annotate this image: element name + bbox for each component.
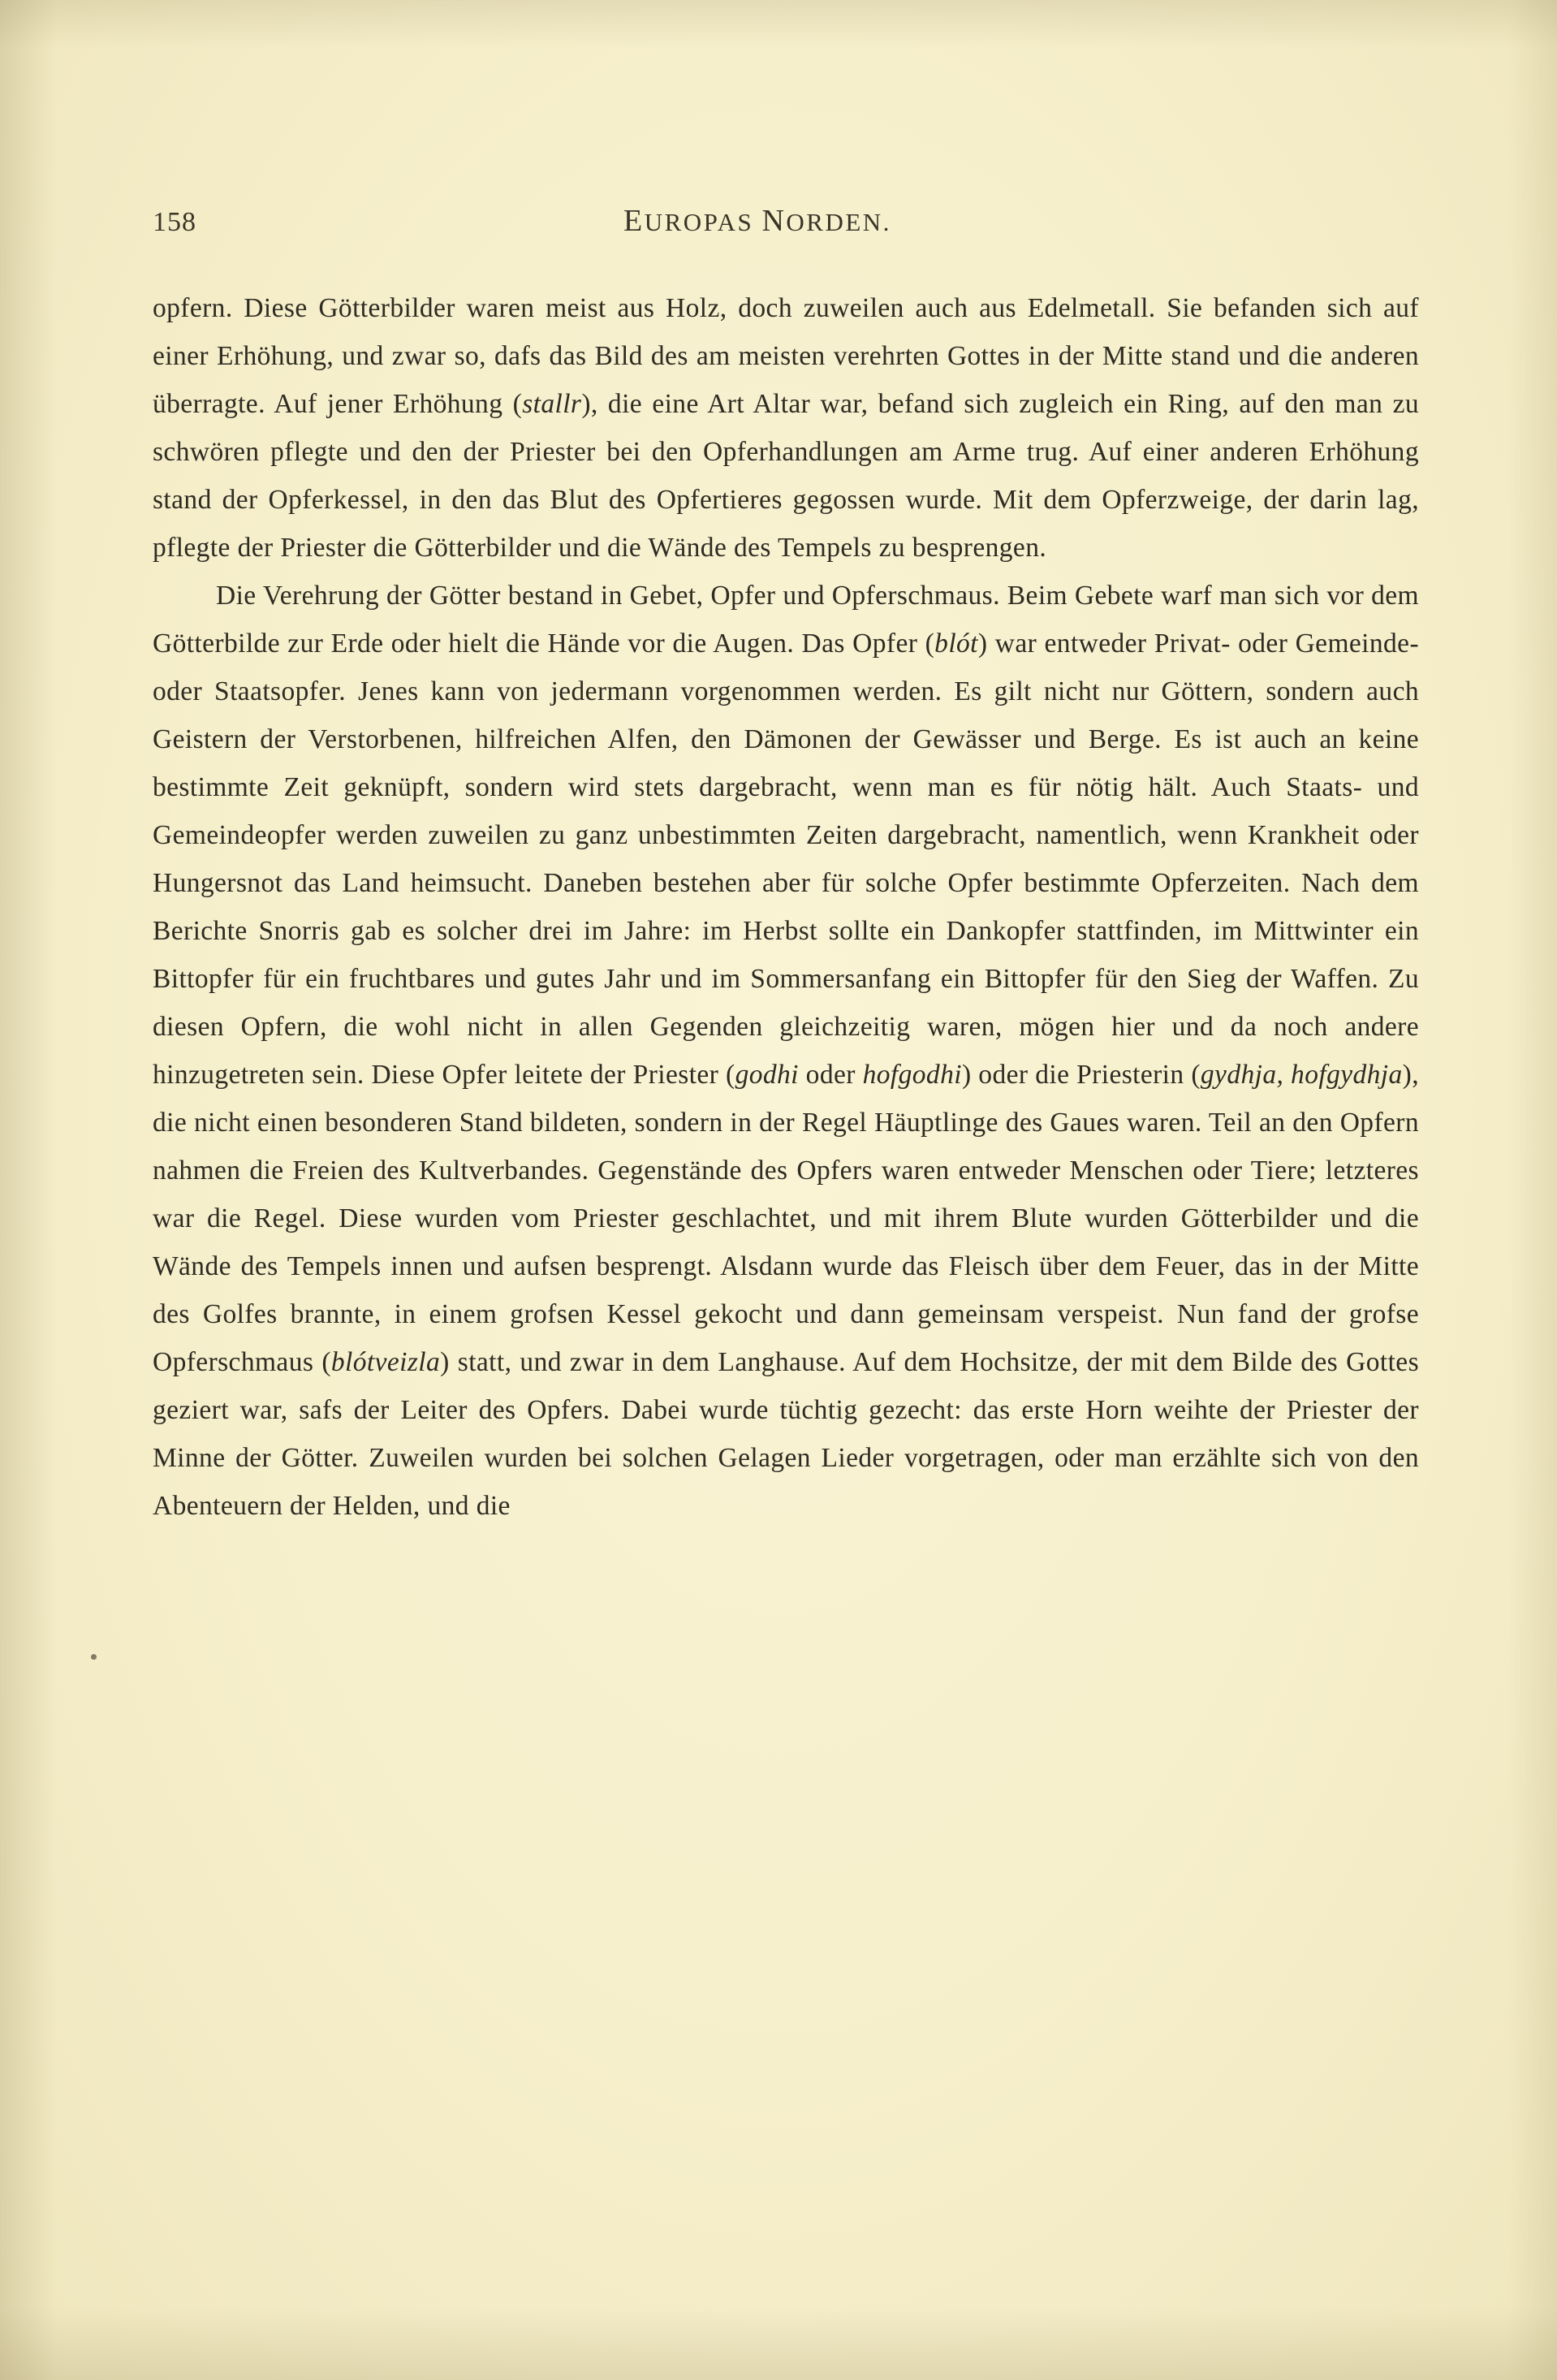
page-edge-shading-bottom bbox=[0, 2307, 1557, 2380]
italic-term: gydhja, hofgydhja bbox=[1200, 1060, 1403, 1090]
paragraph-2: Die Verehrung der Götter bestand in Gebet, Opfer und Opferschmaus. Beim Gebete warf man sich vor dem Götterbilde zur Erde oder hielt die Hände vor die Augen. Das Opfer (blót) war entweder Privat- oder Gemeinde- oder Staatsopfer. Jenes kann von jedermann vorgenommen werden. Es gilt nicht nur Göttern, sondern auch Geistern der Verstorbenen, hilfreichen Alfen, den Dämonen der Gewässer und Berge. Es ist auch an keine bestimmte Zeit geknüpft, sondern wird stets dargebracht, wenn man es für nötig hält. Auch Staats- und Gemeindeopfer werden zuweilen zu ganz unbestimmten Zeiten dargebracht, namentlich, wenn Krankheit oder Hungersnot das Land heimsucht. Daneben bestehen aber für solche Opfer bestimmte Opferzeiten. Nach dem Berichte Snorris gab es solcher drei im Jahre: im Herbst sollte ein Dankopfer stattfinden, im Mittwinter ein Bittopfer für ein fruchtbares und gutes Jahr und im Sommersanfang ein Bittopfer für den Sieg der Waffen. Zu diesen Opfern, die wohl nicht in allen Gegenden gleichzeitig waren, mögen hier und da noch andere hinzugetreten sein. Diese Opfer leitete der Priester (godhi oder hofgodhi) oder die Priesterin (gydhja, hofgydhja), die nicht einen besonderen Stand bildeten, sondern in der Regel Häuptlinge des Gaues waren. Teil an den Opfern nahmen die Freien des Kultverbandes. Gegenstände des Opfers waren entweder Menschen oder Tiere; letzteres war die Regel. Diese wurden vom Priester geschlachtet, und mit ihrem Blute wurden Götterbilder und die Wände des Tempels innen und aufsen besprengt. Alsdann wurde das Fleisch über dem Feuer, das in der Mitte des Golfes brannte, in einem grofsen Kessel gekocht und dann gemeinsam verspeist. Nun fand der grofse Opferschmaus (blótveizla) statt, und zwar in dem Langhause. Auf dem Hochsitze, der mit dem Bilde des Gottes geziert war, safs der Leiter des Opfers. Dabei wurde tüchtig gezecht: das erste Horn weihte der Priester der Minne der Götter. Zuweilen wurden bei solchen Gelagen Lieder vorgetragen, oder man erzählte sich von den Abenteuern der Helden, und die bbox=[153, 581, 1420, 1521]
page-number: 158 bbox=[153, 207, 196, 237]
page-edge-shading-left bbox=[0, 0, 57, 2380]
page-header bbox=[153, 203, 1419, 252]
italic-term: hofgodhi bbox=[862, 1060, 962, 1090]
paragraph-1: opfern. Diese Götterbilder waren meist aus Holz, doch zuweilen auch aus Edelmetall. Sie befanden sich auf einer Erhöhung, und zwar so, dafs das Bild des am meisten verehrten Gottes in der Mitte stand und die anderen überragte. Auf jener Erhöhung (stallr), die eine Art Altar war, befand sich zugleich ein Ring, auf den man zu schwören pflegte und den der Priester bei den Opferhandlungen am Arme trug. Auf einer anderen Erhöhung stand der Opferkessel, in den das Blut des Opfertieres gegossen wurde. Mit dem Opferzweige, der darin lag, pflegte der Priester die Götterbilder und die Wände des Tempels zu besprengen. bbox=[153, 293, 1419, 563]
running-head-initial-norden: N bbox=[761, 204, 787, 238]
page-content bbox=[153, 203, 1419, 1530]
italic-term: blót bbox=[934, 628, 978, 659]
italic-term: blótveizla bbox=[330, 1347, 441, 1377]
margin-ink-mark bbox=[91, 1654, 97, 1660]
running-head bbox=[315, 203, 1419, 239]
page-edge-shading-right bbox=[1508, 0, 1557, 2380]
body-text bbox=[153, 284, 1419, 1530]
running-head-norden-rest: ORDEN. bbox=[786, 208, 891, 236]
italic-term: godhi bbox=[735, 1060, 799, 1090]
italic-term: stallr bbox=[522, 389, 582, 419]
running-head-initial-europas: E bbox=[623, 204, 645, 238]
running-head-europas-rest: UROPAS bbox=[644, 208, 762, 236]
page-edge-shading-top bbox=[0, 0, 1557, 49]
